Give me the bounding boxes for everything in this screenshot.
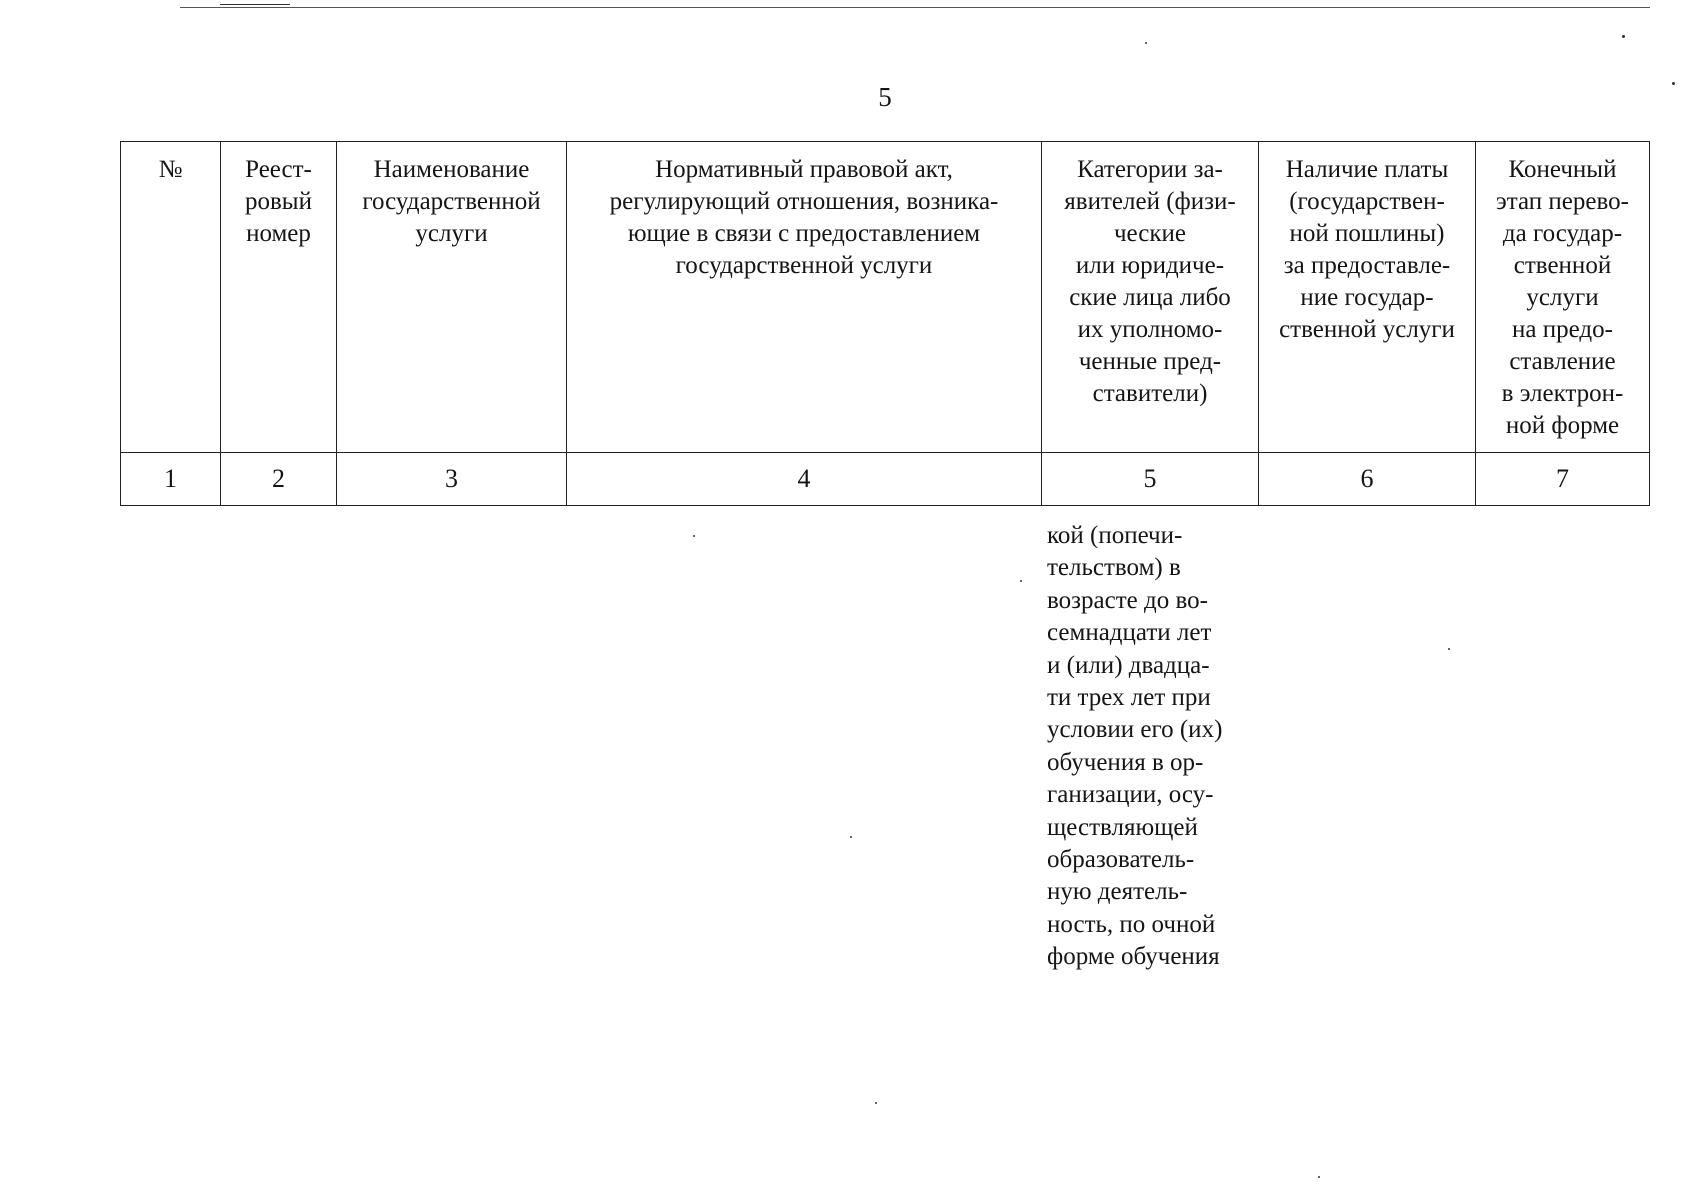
scan-speck xyxy=(693,535,695,537)
header-line: услуги xyxy=(415,220,488,247)
scan-speck xyxy=(1020,580,1022,582)
header-line: номер xyxy=(246,220,311,247)
header-line: Нормативный правовой акт, xyxy=(655,156,953,183)
continuation-line: возрасте до во- xyxy=(1047,586,1208,614)
column-number-cell: 2 xyxy=(221,453,337,506)
header-cell-fee xyxy=(1259,142,1476,453)
scan-speck xyxy=(875,1102,877,1104)
header-line: ческие xyxy=(1113,220,1186,247)
header-cell-registry-number xyxy=(221,142,337,453)
header-line: № xyxy=(158,156,183,183)
continuation-line: ную деятель- xyxy=(1047,878,1188,906)
column-number-cell: 6 xyxy=(1259,453,1476,506)
header-line: (государствен- xyxy=(1289,188,1445,215)
header-line: этап перево- xyxy=(1496,188,1629,215)
header-cell-final-stage xyxy=(1476,142,1650,453)
header-line: Реест- xyxy=(245,156,312,183)
header-line: ние государ- xyxy=(1300,284,1434,311)
continuation-line: семнадцати лет xyxy=(1047,619,1212,647)
header-line: государственной услуги xyxy=(675,252,933,279)
header-line: ной пошлины) xyxy=(1289,220,1445,247)
column-number-cell: 1 xyxy=(121,453,221,506)
continuation-line: ществляющей xyxy=(1047,813,1198,841)
scan-speck xyxy=(1448,648,1450,650)
continuation-line: обучения в ор- xyxy=(1047,748,1204,776)
scan-speck xyxy=(850,836,852,838)
column-number-cell: 3 xyxy=(337,453,567,506)
header-line: ственной xyxy=(1513,252,1612,279)
header-line: да государ- xyxy=(1502,220,1623,247)
scan-speck xyxy=(1672,82,1675,85)
header-line: за предоставле- xyxy=(1283,252,1451,279)
header-line: Наименование xyxy=(373,156,530,183)
header-cell-applicant-categories xyxy=(1042,142,1259,453)
continuation-line: тельством) в xyxy=(1047,554,1181,582)
column-number-cell: 4 xyxy=(567,453,1042,506)
column-number-cell: 7 xyxy=(1476,453,1650,506)
column-number-cell: 5 xyxy=(1042,453,1259,506)
header-cell-number-sign xyxy=(121,142,221,453)
header-line: Конечный xyxy=(1508,156,1617,183)
header-line: регулирующий отношения, возника- xyxy=(609,188,999,215)
continuation-line: ность, по очной xyxy=(1047,910,1216,938)
header-line: ские лица либо xyxy=(1069,284,1231,311)
header-cell-legal-act xyxy=(567,142,1042,453)
page-number: 5 xyxy=(878,82,892,112)
registry-table xyxy=(120,141,1650,506)
header-line: государственной xyxy=(362,188,541,215)
header-line: Категории за- xyxy=(1077,156,1223,183)
header-line: ченные пред- xyxy=(1078,348,1222,375)
header-line: ющие в связи с предоставлением xyxy=(627,220,981,247)
header-line: ственной услуги xyxy=(1279,316,1455,343)
continuation-line: условии его (их) xyxy=(1047,716,1223,744)
header-line: ставители) xyxy=(1092,380,1208,407)
header-line: их уполномо- xyxy=(1077,316,1223,343)
top-scan-rule xyxy=(180,7,1650,8)
continuation-line: ганизации, осу- xyxy=(1047,781,1214,809)
table-header-row xyxy=(121,142,1650,453)
header-line: в электрон- xyxy=(1501,380,1624,407)
header-line: явителей (физи- xyxy=(1064,188,1236,215)
scan-speck xyxy=(1622,35,1625,38)
continuation-line: ти трех лет при xyxy=(1047,684,1211,712)
header-line: ровый xyxy=(245,188,312,215)
continuation-line: форме обучения xyxy=(1047,943,1220,971)
header-line: ной форме xyxy=(1505,412,1620,439)
continuation-line: кой (попечи- xyxy=(1047,522,1183,549)
header-line: на предо- xyxy=(1512,316,1613,343)
header-line: или юридиче- xyxy=(1075,252,1225,279)
header-line: ставление xyxy=(1509,348,1616,375)
top-scan-rule-fragment xyxy=(220,4,290,5)
column-number-row xyxy=(121,453,1650,506)
scan-speck xyxy=(1145,42,1147,44)
continuation-line: и (или) двадца- xyxy=(1047,651,1210,679)
header-line: услуги xyxy=(1526,284,1599,311)
scan-speck xyxy=(1318,1176,1320,1178)
continuation-text-column-5 xyxy=(1047,520,1267,974)
header-cell-service-name xyxy=(337,142,567,453)
continuation-line: образователь- xyxy=(1047,846,1195,874)
header-line: Наличие платы xyxy=(1285,156,1449,183)
